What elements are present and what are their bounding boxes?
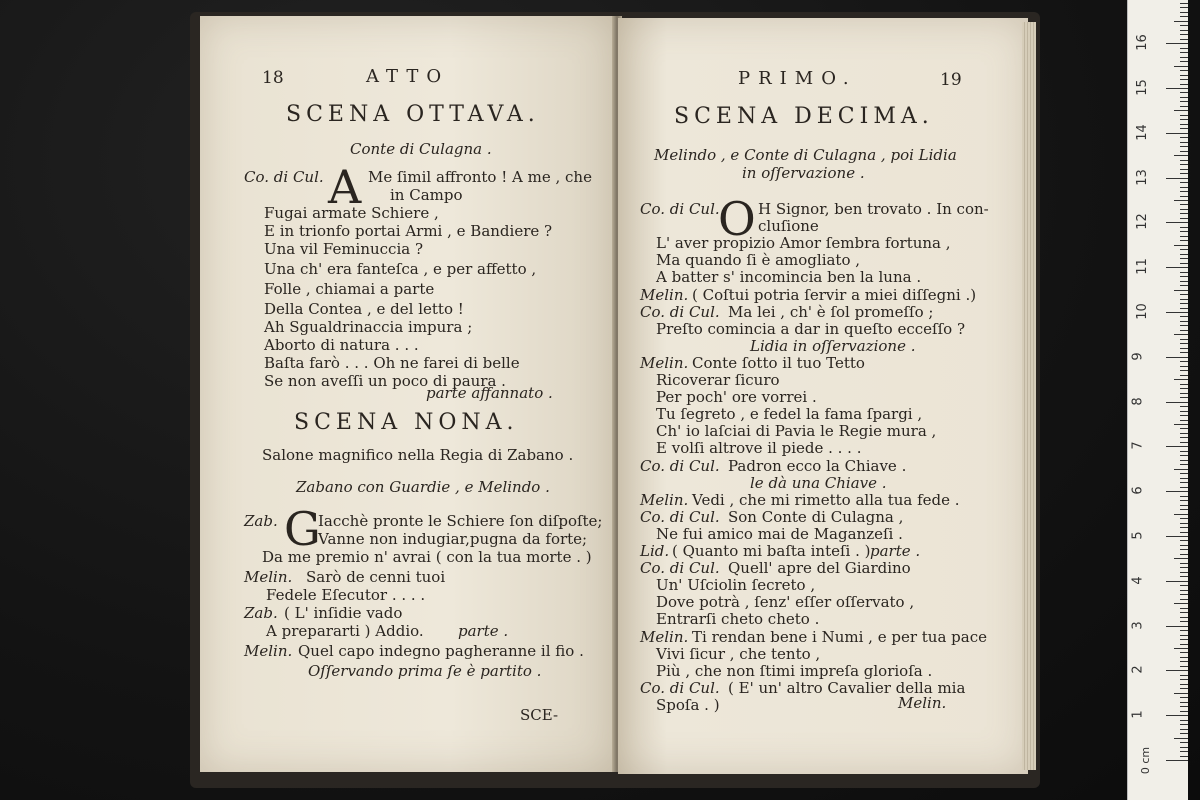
ruler-tick [1180,509,1188,510]
scene-characters-8: Conte di Culagna . [350,140,492,158]
ruler-number: 5 [1130,531,1146,540]
ruler-tick [1180,173,1188,174]
verse-line: ( L' inſidie vado [284,604,403,622]
verse-line: Dove potrà , ſenz' eſſer oſſervato , [656,593,915,612]
ruler-tick [1180,711,1188,712]
verse-line: Ti rendan bene i Numi , e per tua pace [692,627,987,646]
verse-line: E in trionfo portai Armi , e Bandiere ? [264,222,553,240]
ruler-tick [1180,70,1188,71]
scene-title-9: SCENA NONA. [294,410,519,435]
ruler-tick [1180,756,1188,757]
ruler-tick [1180,361,1188,362]
speaker-label: Co. di Cul. [640,302,720,321]
page-number-right: 19 [940,70,962,90]
ruler-tick [1166,491,1188,492]
verse-line: Ricoverar ſicuro [656,371,780,389]
verse-line: H Signor, ben trovato . In con- [758,200,989,218]
verse-line: cluſione [758,217,819,236]
verse-line: Ma quando ſi è amogliato , [656,251,861,270]
stage-direction: Oſſervando prima ſe è partito . [308,662,542,680]
verse-line: Se non aveſſi un poco di paura . [264,372,506,390]
verse-line: Vanne non indugiar,pugna da forte; [318,530,588,548]
speaker-label: Co. di Cul. [244,168,324,186]
verse-line: Quel capo indegno pagheranne il fio . [298,642,584,660]
ruler-tick [1180,101,1188,102]
ruler-tick [1174,469,1188,470]
ruler-number: 16 [1134,34,1150,51]
ruler-tick [1180,406,1188,407]
speaker-label: Zab. [244,604,278,622]
right-page [618,18,1028,774]
ruler-tick [1180,505,1188,506]
verse-line: Vedi , che mi rimetto alla tua fede . [692,490,960,509]
ruler-tick [1180,164,1188,165]
ruler-tick [1180,415,1188,416]
ruler-tick [1180,388,1188,389]
ruler-tick [1180,523,1188,524]
ruler-number: 8 [1130,396,1146,406]
ruler-tick [1180,675,1188,676]
ruler-tick [1166,402,1188,403]
ruler-tick [1180,92,1188,93]
verse-line: Ch' io laſciai di Pavia le Regie mura , [656,422,937,441]
ruler-tick [1180,473,1188,474]
ruler-tick [1166,133,1188,134]
verse-line: Preſto comincia a dar in queſto ecceſſo ? [656,319,965,338]
ruler-tick [1180,608,1188,609]
ruler-tick [1180,554,1188,555]
ruler-tick [1180,545,1188,546]
ruler-tick [1180,343,1188,344]
verse-line: Un' Uſciolin ſecreto , [656,576,816,595]
ruler-tick [1180,572,1188,573]
ruler-tick [1180,482,1188,483]
ruler-tick [1180,397,1188,398]
ruler-tick [1174,334,1188,335]
left-page [200,16,616,772]
ruler-tick [1180,12,1188,13]
ruler-tick [1180,299,1188,300]
speaker-label: Melin. [640,627,689,646]
ruler-number: 2 [1130,665,1146,675]
ruler-tick [1180,478,1188,479]
ruler-tick [1166,670,1188,671]
ruler-tick [1180,487,1188,488]
ruler-tick [1180,563,1188,564]
ruler-tick [1180,276,1188,277]
verse-line: Una ch' era fanteſca , e per affetto , [264,260,537,278]
ruler-tick [1174,290,1188,291]
scene-title-8: SCENA OTTAVA. [286,102,540,127]
ruler-tick [1180,25,1188,26]
ruler-tick [1180,119,1188,120]
speaker-label: Lid. [640,542,670,560]
ruler-tick [1180,442,1188,443]
ruler-tick [1166,760,1188,761]
ruler-tick [1180,325,1188,326]
stage-direction: Lidia in oſſervazione . [750,336,916,355]
verse-line: Per poch' ore vorrei . [656,388,817,407]
ruler-unit: 0 cm [1139,746,1153,775]
ruler-tick [1180,393,1188,394]
ruler-tick [1180,576,1188,577]
speaker-label: Melin. [244,642,293,660]
ruler-tick [1180,196,1188,197]
ruler-tick [1180,585,1188,586]
ruler-tick [1166,312,1188,313]
ruler-tick [1180,48,1188,49]
ruler-number: 15 [1134,79,1150,96]
page-edges [1022,22,1036,770]
ruler-tick [1174,514,1188,515]
ruler-tick [1180,34,1188,35]
scene-characters-10: Melindo , e Conte di Culagna , poi Lidia [654,146,957,164]
drop-cap: A [328,160,362,214]
ruler-tick [1166,222,1188,223]
ruler-tick [1174,603,1188,604]
ruler-tick [1174,110,1188,111]
ruler-number: 4 [1130,576,1146,585]
ruler-tick [1166,581,1188,582]
ruler-tick [1180,684,1188,685]
verse-line: Aborto di natura . . . [264,336,419,354]
verse-line: A batter s' incomincia ben la luna . [656,268,922,287]
ruler-tick [1180,187,1188,188]
scene-title-10: SCENA DECIMA. [674,104,934,129]
ruler-tick [1180,169,1188,170]
ruler-tick [1180,464,1188,465]
ruler-tick [1180,733,1188,734]
ruler-tick [1180,706,1188,707]
ruler-tick [1180,527,1188,528]
ruler-tick [1180,729,1188,730]
ruler-tick [1180,308,1188,309]
ruler-tick [1180,151,1188,152]
ruler-tick [1174,245,1188,246]
catchword: SCE- [520,706,559,724]
ruler-tick [1180,437,1188,438]
ruler-tick [1180,420,1188,421]
ruler-tick [1180,39,1188,40]
verse-line: Spoſa . ) [656,695,720,714]
ruler-tick [1180,661,1188,662]
ruler-tick [1180,549,1188,550]
ruler-number: 3 [1130,620,1146,630]
ruler-tick [1180,496,1188,497]
ruler-tick [1180,272,1188,273]
stage-direction: parte . [870,542,921,560]
ruler-tick [1180,218,1188,219]
ruler-tick [1174,200,1188,201]
ruler-tick [1180,621,1188,622]
verse-line: Da me premio n' avrai ( con la tua morte . ) [262,548,592,566]
speaker-label: Co. di Cul. [640,678,720,697]
ruler-tick [1180,294,1188,295]
ruler-tick [1180,702,1188,703]
ruler-tick [1180,236,1188,237]
ruler-tick [1180,128,1188,129]
ruler-tick [1180,281,1188,282]
speaker-label: Melin. [244,568,293,586]
ruler-tick [1166,626,1188,627]
stage-direction: parte affannato . [426,384,553,402]
ruler-tick [1180,330,1188,331]
ruler-tick [1180,137,1188,138]
measurement-ruler [1127,0,1188,800]
verse-line: Iacchè pronte le Schiere ſon diſpoſte; [318,512,603,530]
ruler-tick [1180,352,1188,353]
verse-line: Baſta farò . . . Oh ne farei di belle [264,354,520,372]
scene-setting: Salone magnifico nella Regia di Zabano . [262,446,574,464]
verse-line: A prepararti ) Addio. [266,622,424,640]
scene-characters-10-cont: in oſſervazione . [742,164,865,182]
ruler-tick [1180,84,1188,85]
running-header-right: PRIMO. [738,68,857,89]
ruler-tick [1180,57,1188,58]
ruler-tick [1166,267,1188,268]
ruler-tick [1180,433,1188,434]
stage-direction: le dà una Chiave . [750,473,887,492]
ruler-tick [1180,370,1188,371]
ruler-tick [1180,263,1188,264]
ruler-tick [1180,688,1188,689]
ruler-tick [1180,666,1188,667]
ruler-tick [1166,43,1188,44]
ruler-tick [1180,366,1188,367]
catchword: Melin. [898,694,947,712]
ruler-tick [1180,106,1188,107]
ruler-tick [1174,155,1188,156]
verse-line: Entrarſi cheto cheto . [656,610,820,629]
ruler-tick [1180,204,1188,205]
verse-line: Ne fui amico mai de Maganzeſi . [656,524,903,543]
verse-line: ( Quanto mi baſta inteſi . ) [672,542,871,560]
ruler-tick [1180,75,1188,76]
ruler-tick [1174,21,1188,22]
speaker-label: Co. di Cul. [640,456,720,475]
verse-line: in Campo [390,186,463,204]
ruler-tick [1180,697,1188,698]
verse-line: ( E' un' altro Cavalier della mia [728,678,966,697]
speaker-label: Co. di Cul. [640,559,720,578]
ruler-tick [1166,536,1188,537]
ruler-tick [1180,209,1188,210]
ruler-tick [1166,357,1188,358]
ruler-number: 12 [1134,213,1150,231]
ruler-tick [1180,742,1188,743]
ruler-tick [1180,191,1188,192]
verse-line: L' aver propizio Amor ſembra fortuna , [656,234,951,253]
ruler-tick [1174,648,1188,649]
ruler-tick [1180,411,1188,412]
ruler-tick [1180,455,1188,456]
ruler-tick [1180,231,1188,232]
ruler-tick [1180,375,1188,376]
verse-line: Della Contea , e del letto ! [264,300,464,318]
stage-direction: parte . [458,622,509,640]
verse-line: Me ſimil affronto ! A me , che [368,168,592,186]
ruler-tick [1174,738,1188,739]
running-header-left: ATTO [366,66,450,87]
ruler-tick [1180,97,1188,98]
ruler-tick [1166,715,1188,716]
ruler-tick [1174,66,1188,67]
speaker-label: Melin. [640,285,689,304]
ruler-tick [1180,747,1188,748]
ruler-number: 10 [1134,303,1150,320]
ruler-number: 7 [1130,441,1146,451]
ruler-tick [1180,428,1188,429]
ruler-tick [1180,657,1188,658]
verse-line: Quell' apre del Giardino [728,559,911,578]
ruler-tick [1180,321,1188,322]
verse-line: Padron ecco la Chiave . [728,456,907,475]
ruler-tick [1180,285,1188,286]
ruler-tick [1180,348,1188,349]
ruler-tick [1180,339,1188,340]
ruler-number: 13 [1134,168,1150,186]
ruler-tick [1180,540,1188,541]
ruler-tick [1180,639,1188,640]
ruler-tick [1180,240,1188,241]
ruler-tick [1180,518,1188,519]
speaker-label: Co. di Cul. [640,200,720,218]
verse-line: Fugai armate Schiere , [264,204,439,222]
ruler-tick [1166,446,1188,447]
ruler-tick [1174,379,1188,380]
ruler-tick [1180,7,1188,8]
ruler-tick [1180,3,1188,4]
verse-line: ( Coſtui potria ſervir a miei diſſegni .) [692,285,977,304]
verse-line: Ah Sgualdrinaccia impura ; [264,318,473,336]
ruler-tick [1180,384,1188,385]
drop-cap: G [284,502,321,556]
ruler-tick [1180,213,1188,214]
ruler-number: 9 [1130,352,1146,361]
ruler-tick [1180,720,1188,721]
ruler-tick [1180,630,1188,631]
ruler-tick [1180,142,1188,143]
ruler-tick [1180,635,1188,636]
verse-line: Più , che non ſtimi impreſa glorioſa . [656,661,933,680]
verse-line: E volſi altrove il piede . . . . [656,439,862,458]
ruler-tick [1180,146,1188,147]
ruler-tick [1180,61,1188,62]
ruler-tick [1180,590,1188,591]
verse-line: Folle , chiamai a parte [264,280,435,298]
ruler-tick [1180,316,1188,317]
ruler-tick [1180,612,1188,613]
scene-characters-9: Zabano con Guardie , e Melindo . [296,478,550,496]
ruler-number: 11 [1134,258,1150,275]
ruler-tick [1174,693,1188,694]
ruler-tick [1166,178,1188,179]
ruler-tick [1174,558,1188,559]
ruler-tick [1180,652,1188,653]
speaker-label: Melin. [640,490,689,509]
verse-line: Una vil Feminuccia ? [264,240,424,258]
ruler-tick [1180,567,1188,568]
ruler-tick [1180,724,1188,725]
ruler-number: 1 [1130,710,1146,719]
drop-cap: O [718,192,756,246]
ruler-tick [1180,182,1188,183]
ruler-tick [1180,249,1188,250]
page-number-left: 18 [262,68,284,88]
ruler-tick [1180,594,1188,595]
verse-line: Fedele Eſecutor . . . . [266,586,426,604]
verse-line: Ma lei , ch' è ſol promeſſo ; [728,302,934,321]
ruler-tick [1180,532,1188,533]
ruler-tick [1180,30,1188,31]
ruler-tick [1180,500,1188,501]
verse-line: Son Conte di Culagna , [728,507,904,526]
verse-line: Conte ſotto il tuo Tetto [692,353,865,372]
ruler-tick [1166,88,1188,89]
ruler-tick [1180,599,1188,600]
speaker-label: Melin. [640,353,689,372]
ruler-tick [1180,617,1188,618]
ruler-tick [1180,258,1188,259]
speaker-label: Zab. [244,512,278,530]
verse-line: Vivi ſicur , che tento , [656,644,821,663]
ruler-number: 6 [1130,486,1146,495]
ruler-tick [1180,115,1188,116]
verse-line: Tu ſegreto , e fedel la fama ſpargi , [656,405,923,424]
speaker-label: Co. di Cul. [640,507,720,526]
ruler-tick [1174,424,1188,425]
ruler-number: 14 [1134,124,1150,141]
ruler-tick [1180,124,1188,125]
ruler-tick [1180,79,1188,80]
ruler-tick [1180,227,1188,228]
ruler-tick [1180,254,1188,255]
ruler-tick [1180,16,1188,17]
ruler-tick [1180,160,1188,161]
ruler-tick [1180,451,1188,452]
ruler-tick [1180,52,1188,53]
ruler-tick [1180,679,1188,680]
ruler-tick [1180,303,1188,304]
ruler-tick [1180,460,1188,461]
ruler-tick [1180,751,1188,752]
ruler-tick [1180,644,1188,645]
verse-line: Sarò de cenni tuoi [306,568,446,586]
